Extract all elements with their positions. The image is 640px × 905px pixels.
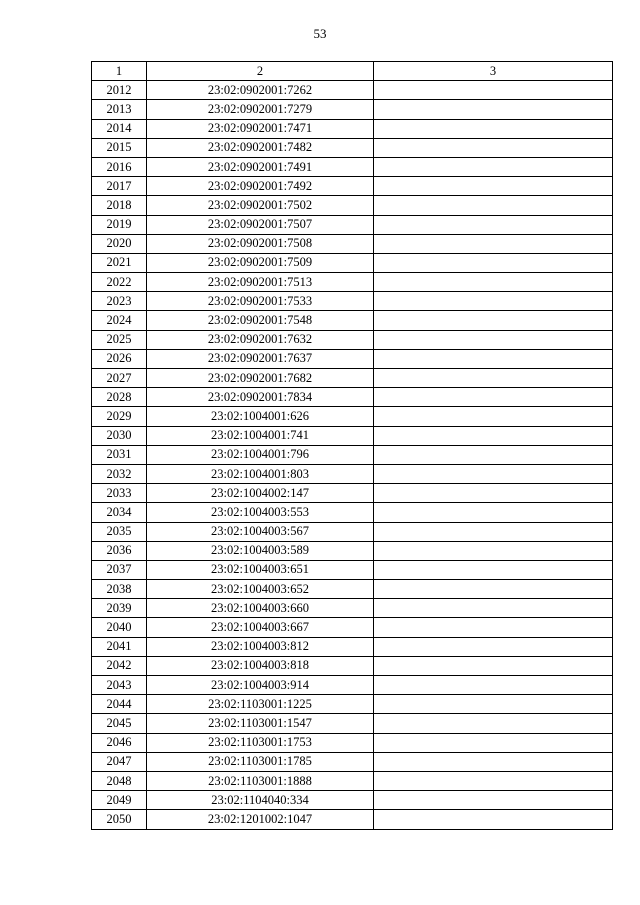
table-cell-col-3 xyxy=(374,503,613,522)
table-cell-col-1: 2048 xyxy=(92,771,147,790)
table-cell-col-3 xyxy=(374,522,613,541)
table-row xyxy=(92,177,613,196)
table-cell-col-3 xyxy=(374,196,613,215)
table-cell-col-1: 2039 xyxy=(92,599,147,618)
table-cell-col-3 xyxy=(374,81,613,100)
table-cell-col-1: 2023 xyxy=(92,292,147,311)
table-cell-col-3 xyxy=(374,234,613,253)
table-cell-col-2: 23:02:1103001:1225 xyxy=(147,695,374,714)
table-cell-col-3 xyxy=(374,714,613,733)
table-cell-col-2: 23:02:1004003:567 xyxy=(147,522,374,541)
table-row xyxy=(92,445,613,464)
table-row xyxy=(92,157,613,176)
table-cell-col-3 xyxy=(374,618,613,637)
table-row xyxy=(92,388,613,407)
table-cell-col-2: 23:02:1004003:812 xyxy=(147,637,374,656)
table-cell-col-2: 23:02:0902001:7637 xyxy=(147,349,374,368)
table-cell-col-3 xyxy=(374,119,613,138)
table-cell-col-3 xyxy=(374,407,613,426)
table-cell-col-3 xyxy=(374,330,613,349)
column-header-1: 1 xyxy=(92,62,147,81)
table-row xyxy=(92,215,613,234)
table-cell-col-3 xyxy=(374,349,613,368)
table-cell-col-2: 23:02:1004003:553 xyxy=(147,503,374,522)
table-cell-col-1: 2035 xyxy=(92,522,147,541)
table-cell-col-3 xyxy=(374,580,613,599)
table-cell-col-2: 23:02:0902001:7262 xyxy=(147,81,374,100)
table-cell-col-1: 2027 xyxy=(92,369,147,388)
table-row xyxy=(92,522,613,541)
table-cell-col-3 xyxy=(374,292,613,311)
column-header-2: 2 xyxy=(147,62,374,81)
table-row xyxy=(92,484,613,503)
table-cell-col-1: 2043 xyxy=(92,676,147,695)
table-cell-col-1: 2016 xyxy=(92,157,147,176)
table-cell-col-3 xyxy=(374,752,613,771)
table-cell-col-1: 2036 xyxy=(92,541,147,560)
table-cell-col-2: 23:02:1103001:1547 xyxy=(147,714,374,733)
table-cell-col-2: 23:02:1103001:1888 xyxy=(147,771,374,790)
table-cell-col-1: 2049 xyxy=(92,791,147,810)
table-cell-col-3 xyxy=(374,177,613,196)
table-cell-col-2: 23:02:0902001:7491 xyxy=(147,157,374,176)
table-cell-col-1: 2031 xyxy=(92,445,147,464)
table-row xyxy=(92,138,613,157)
table-cell-col-2: 23:02:0902001:7482 xyxy=(147,138,374,157)
page-number: 53 xyxy=(313,26,327,41)
table-body xyxy=(92,81,613,829)
table-cell-col-3 xyxy=(374,388,613,407)
table-row xyxy=(92,369,613,388)
table-cell-col-1: 2019 xyxy=(92,215,147,234)
table-cell-col-2: 23:02:0902001:7834 xyxy=(147,388,374,407)
table-cell-col-3 xyxy=(374,157,613,176)
table-row xyxy=(92,196,613,215)
table-cell-col-1: 2038 xyxy=(92,580,147,599)
table-cell-col-1: 2034 xyxy=(92,503,147,522)
table-cell-col-2: 23:02:1004003:652 xyxy=(147,580,374,599)
table-cell-col-2: 23:02:0902001:7548 xyxy=(147,311,374,330)
table-cell-col-2: 23:02:1004003:667 xyxy=(147,618,374,637)
table-cell-col-3 xyxy=(374,215,613,234)
table-row xyxy=(92,349,613,368)
table-cell-col-3 xyxy=(374,791,613,810)
column-header-3: 3 xyxy=(374,62,613,81)
data-table xyxy=(91,61,613,830)
table-cell-col-3 xyxy=(374,637,613,656)
table-row xyxy=(92,541,613,560)
table-cell-col-2: 23:02:1004001:626 xyxy=(147,407,374,426)
table-cell-col-3 xyxy=(374,676,613,695)
table-header-row xyxy=(92,62,613,81)
table-cell-col-1: 2037 xyxy=(92,560,147,579)
table-cell-col-2: 23:02:0902001:7502 xyxy=(147,196,374,215)
table-cell-col-3 xyxy=(374,100,613,119)
table-row xyxy=(92,273,613,292)
table-cell-col-1: 2018 xyxy=(92,196,147,215)
table-cell-col-1: 2029 xyxy=(92,407,147,426)
table-row xyxy=(92,656,613,675)
table-cell-col-3 xyxy=(374,253,613,272)
table-row xyxy=(92,695,613,714)
table-row xyxy=(92,503,613,522)
table-row xyxy=(92,464,613,483)
table-cell-col-2: 23:02:0902001:7509 xyxy=(147,253,374,272)
table-cell-col-3 xyxy=(374,810,613,829)
table-cell-col-2: 23:02:1004002:147 xyxy=(147,484,374,503)
table-row xyxy=(92,637,613,656)
table-cell-col-1: 2047 xyxy=(92,752,147,771)
table-cell-col-3 xyxy=(374,484,613,503)
table-cell-col-2: 23:02:1103001:1753 xyxy=(147,733,374,752)
table-cell-col-3 xyxy=(374,445,613,464)
table-cell-col-1: 2050 xyxy=(92,810,147,829)
table-cell-col-2: 23:02:0902001:7471 xyxy=(147,119,374,138)
table-row xyxy=(92,330,613,349)
table-cell-col-3 xyxy=(374,560,613,579)
table-row xyxy=(92,714,613,733)
table-cell-col-3 xyxy=(374,733,613,752)
table-cell-col-3 xyxy=(374,771,613,790)
table-row xyxy=(92,426,613,445)
table-row xyxy=(92,618,613,637)
table-row xyxy=(92,676,613,695)
table-cell-col-2: 23:02:1103001:1785 xyxy=(147,752,374,771)
table-cell-col-2: 23:02:0902001:7513 xyxy=(147,273,374,292)
table-cell-col-3 xyxy=(374,138,613,157)
table-cell-col-1: 2021 xyxy=(92,253,147,272)
table-cell-col-2: 23:02:0902001:7492 xyxy=(147,177,374,196)
table-cell-col-3 xyxy=(374,369,613,388)
table-cell-col-2: 23:02:1004003:660 xyxy=(147,599,374,618)
table-row xyxy=(92,733,613,752)
table-cell-col-3 xyxy=(374,311,613,330)
table-row xyxy=(92,599,613,618)
table-cell-col-2: 23:02:1004001:741 xyxy=(147,426,374,445)
table-cell-col-3 xyxy=(374,695,613,714)
table-row xyxy=(92,311,613,330)
table-cell-col-2: 23:02:1104040:334 xyxy=(147,791,374,810)
table-cell-col-3 xyxy=(374,273,613,292)
table-row xyxy=(92,100,613,119)
table-row xyxy=(92,752,613,771)
table-cell-col-1: 2044 xyxy=(92,695,147,714)
table-row xyxy=(92,580,613,599)
table-cell-col-1: 2012 xyxy=(92,81,147,100)
table-cell-col-2: 23:02:0902001:7507 xyxy=(147,215,374,234)
table-cell-col-2: 23:02:0902001:7533 xyxy=(147,292,374,311)
table-cell-col-2: 23:02:1201002:1047 xyxy=(147,810,374,829)
table-cell-col-1: 2024 xyxy=(92,311,147,330)
table-cell-col-1: 2014 xyxy=(92,119,147,138)
table-row xyxy=(92,81,613,100)
table-cell-col-1: 2041 xyxy=(92,637,147,656)
table-row xyxy=(92,119,613,138)
table-cell-col-2: 23:02:1004003:914 xyxy=(147,676,374,695)
table-cell-col-3 xyxy=(374,656,613,675)
table-cell-col-2: 23:02:1004001:796 xyxy=(147,445,374,464)
table-cell-col-2: 23:02:0902001:7508 xyxy=(147,234,374,253)
table-cell-col-2: 23:02:0902001:7682 xyxy=(147,369,374,388)
table-cell-col-1: 2015 xyxy=(92,138,147,157)
table-cell-col-2: 23:02:0902001:7632 xyxy=(147,330,374,349)
table-row xyxy=(92,560,613,579)
table-cell-col-1: 2045 xyxy=(92,714,147,733)
table-cell-col-1: 2040 xyxy=(92,618,147,637)
table-cell-col-3 xyxy=(374,541,613,560)
table-cell-col-3 xyxy=(374,426,613,445)
table-cell-col-3 xyxy=(374,464,613,483)
table-cell-col-2: 23:02:1004003:818 xyxy=(147,656,374,675)
table-cell-col-1: 2033 xyxy=(92,484,147,503)
table-row xyxy=(92,292,613,311)
table-cell-col-1: 2030 xyxy=(92,426,147,445)
table-row xyxy=(92,791,613,810)
table-cell-col-1: 2020 xyxy=(92,234,147,253)
table-cell-col-3 xyxy=(374,599,613,618)
table-row xyxy=(92,407,613,426)
table-cell-col-1: 2013 xyxy=(92,100,147,119)
table-cell-col-1: 2042 xyxy=(92,656,147,675)
table-cell-col-1: 2032 xyxy=(92,464,147,483)
table-row xyxy=(92,253,613,272)
table-cell-col-1: 2017 xyxy=(92,177,147,196)
table-row xyxy=(92,810,613,829)
table-cell-col-2: 23:02:1004003:651 xyxy=(147,560,374,579)
table-row xyxy=(92,234,613,253)
table-cell-col-2: 23:02:0902001:7279 xyxy=(147,100,374,119)
table-cell-col-1: 2025 xyxy=(92,330,147,349)
table-row xyxy=(92,771,613,790)
table-cell-col-1: 2026 xyxy=(92,349,147,368)
table-cell-col-2: 23:02:1004003:589 xyxy=(147,541,374,560)
table-cell-col-2: 23:02:1004001:803 xyxy=(147,464,374,483)
table-cell-col-1: 2028 xyxy=(92,388,147,407)
table-cell-col-1: 2046 xyxy=(92,733,147,752)
table-cell-col-1: 2022 xyxy=(92,273,147,292)
